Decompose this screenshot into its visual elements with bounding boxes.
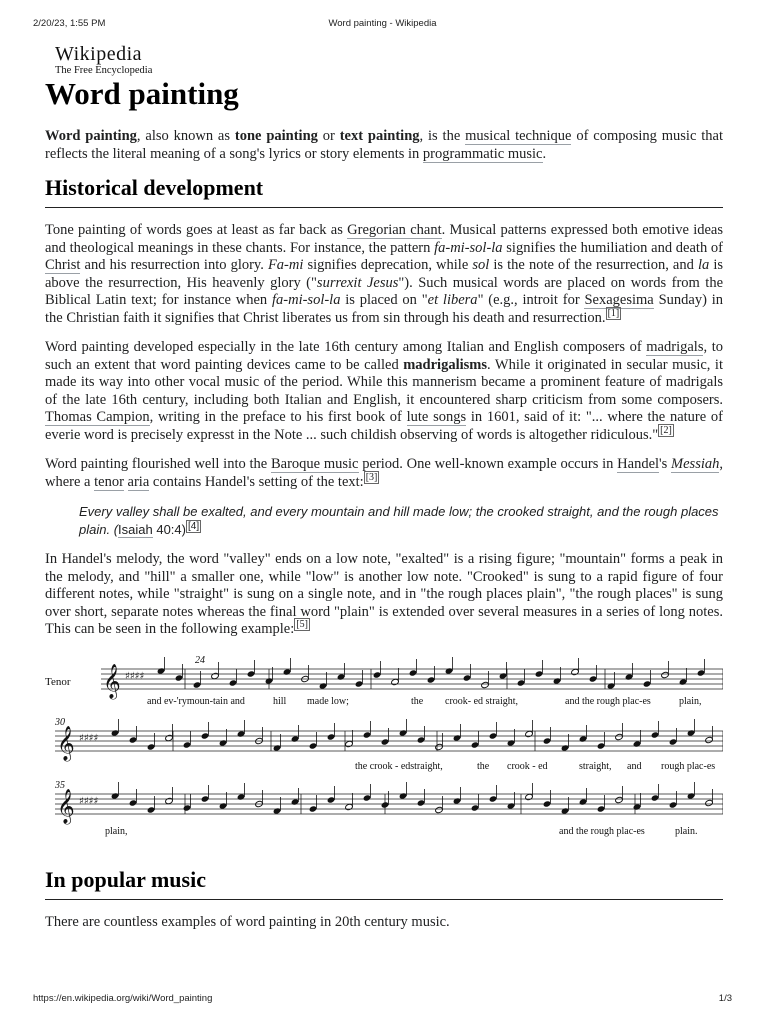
lead-bold-term: tone painting — [234, 128, 318, 144]
note-head — [147, 743, 156, 750]
note-head — [211, 672, 220, 679]
note-head — [561, 744, 570, 751]
note-head — [633, 803, 642, 810]
isaiah-quote: Every valley shall be exalted, and every mountain and hill made low; the crooked straight, and the rough places plain. (Isaiah 40:4) [4] — [79, 504, 719, 537]
note-head — [517, 679, 526, 686]
instrument-label: Tenor — [45, 675, 71, 688]
note-head — [157, 667, 166, 674]
note-head — [291, 735, 300, 742]
note-head — [535, 670, 544, 677]
lyric: hill — [273, 695, 287, 707]
link-isaiah[interactable]: Isaiah — [118, 522, 153, 537]
print-page-number: 1/3 — [718, 993, 732, 1004]
print-datetime: 2/20/23, 1:55 PM — [33, 18, 106, 29]
paragraph-popular-music: There are countless examples of word painting in 20th century music. — [45, 913, 450, 930]
note-head — [651, 731, 660, 738]
note-head — [165, 797, 174, 804]
note-head — [697, 669, 706, 676]
note-head — [265, 677, 274, 684]
link-sexagesima[interactable]: Sexagesima — [584, 292, 654, 308]
lyric: and ev-'rymoun-tain and — [147, 695, 245, 707]
link-aria[interactable]: aria — [127, 473, 150, 490]
logo-tagline: The Free Encyclopedia — [55, 65, 153, 76]
link-musical-technique[interactable]: musical technique — [465, 128, 572, 144]
treble-clef-icon: 𝄞 — [57, 725, 75, 761]
note-head — [165, 734, 174, 741]
reference-link[interactable]: [5] — [296, 619, 308, 631]
note-head — [283, 668, 292, 675]
note-head — [373, 671, 382, 678]
link-programmatic-music[interactable]: programmatic music — [422, 145, 543, 162]
note-head — [543, 737, 552, 744]
link-christ[interactable]: Christ — [45, 257, 81, 273]
note-head — [579, 798, 588, 805]
note-head — [705, 736, 714, 743]
logo-wordmark: Wikipedia — [55, 43, 142, 65]
note-head — [345, 740, 354, 747]
section-heading-popular-music: In popular music — [45, 867, 723, 900]
note-head — [111, 729, 120, 736]
link-gregorian-chant[interactable]: Gregorian chant — [347, 222, 442, 238]
note-head — [543, 800, 552, 807]
measure-number: 35 — [55, 779, 65, 791]
lyric: plain. — [675, 825, 698, 837]
lyric: the — [477, 760, 490, 772]
note-head — [669, 801, 678, 808]
note-head — [409, 669, 418, 676]
note-head — [589, 675, 598, 682]
link-thomas-campion[interactable]: Thomas Campion — [45, 409, 150, 425]
link-madrigals[interactable]: madrigals — [646, 339, 704, 355]
note-head — [471, 741, 480, 748]
note-head — [471, 804, 480, 811]
note-head — [381, 801, 390, 808]
note-head — [633, 740, 642, 747]
note-head — [579, 735, 588, 742]
note-head — [399, 792, 408, 799]
note-head — [147, 806, 156, 813]
note-head — [679, 678, 688, 685]
note-head — [445, 667, 454, 674]
note-head — [597, 805, 606, 812]
note-head — [237, 730, 246, 737]
print-header — [33, 18, 732, 32]
note-head — [273, 807, 282, 814]
note-head — [319, 682, 328, 689]
note-head — [661, 671, 670, 678]
note-head — [561, 807, 570, 814]
note-head — [219, 802, 228, 809]
note-head — [193, 681, 202, 688]
note-head — [309, 805, 318, 812]
note-head — [525, 730, 534, 737]
note-head — [481, 681, 490, 688]
note-head — [453, 797, 462, 804]
note-head — [183, 804, 192, 811]
note-head — [201, 795, 210, 802]
note-head — [129, 736, 138, 743]
lyric: the crook - edstraight, — [355, 760, 443, 772]
note-head — [399, 729, 408, 736]
lyric: crook- ed straight, — [445, 695, 519, 707]
note-head — [643, 680, 652, 687]
measure-number: 24 — [195, 654, 205, 666]
note-head — [309, 742, 318, 749]
link-handel[interactable]: Handel — [617, 456, 660, 472]
reference-link[interactable]: [1] — [607, 307, 620, 319]
lyric: plain, — [105, 825, 128, 837]
note-head — [435, 806, 444, 813]
note-head — [417, 736, 426, 743]
article-body — [45, 128, 723, 943]
note-head — [705, 799, 714, 806]
lyric: crook - ed — [507, 760, 548, 772]
note-head — [229, 679, 238, 686]
note-head — [291, 798, 300, 805]
note-head — [571, 668, 580, 675]
note-head — [129, 799, 138, 806]
key-signature-icon: ♯♯♯♯ — [79, 795, 99, 807]
note-head — [525, 793, 534, 800]
note-head — [651, 794, 660, 801]
score-notation — [45, 651, 723, 851]
paragraph-baroque: Word painting flourished well into the Baroque music period. One well-known example occurs in Handel's Messiah, where a tenor aria contains Handel's setting of the text: [3] — [45, 456, 724, 490]
note-head — [327, 796, 336, 803]
note-head — [553, 677, 562, 684]
print-page-title: Word painting - Wikipedia — [328, 18, 437, 29]
note-head — [669, 738, 678, 745]
wikipedia-logo[interactable] — [55, 44, 152, 76]
page-title: Word painting — [45, 76, 239, 111]
note-head — [615, 733, 624, 740]
note-head — [417, 799, 426, 806]
note-head — [111, 792, 120, 799]
lyric: plain, — [679, 695, 702, 707]
note-head — [237, 793, 246, 800]
treble-clef-icon: 𝄞 — [103, 663, 121, 699]
note-head — [363, 731, 372, 738]
note-head — [463, 674, 472, 681]
print-url: https://en.wikipedia.org/wiki/Word_painting — [33, 993, 213, 1004]
note-head — [247, 670, 256, 677]
lyric: rough plac-es — [661, 760, 716, 772]
note-head — [499, 672, 508, 679]
reference-link[interactable]: [4] — [187, 520, 200, 532]
note-head — [183, 741, 192, 748]
note-head — [507, 802, 516, 809]
lyric: the — [411, 695, 424, 707]
note-head — [489, 732, 498, 739]
note-head — [687, 792, 696, 799]
reference-link[interactable]: [3] — [365, 471, 378, 483]
note-head — [489, 795, 498, 802]
note-head — [337, 673, 346, 680]
note-head — [219, 739, 228, 746]
note-head — [327, 733, 336, 740]
note-head — [687, 729, 696, 736]
paragraph-tone-painting: Tone painting of words goes at least as far back as Gregorian chant. Musical patterns expressed both emotive ideas and theological meanings in these chants. For instance, the pattern fa-mi-sol-la signifies the humiliation and death of Christ and his resurrection into glory. Fa-mi signifies deprecation, while sol is the note of the resurrection, and la is above the resurrection, His heavenly glory ("surrexit Jesus"). Such musical words are placed on words from the Biblical Latin text; for instance when fa-mi-sol-la is placed on "et libera" (e.g., introit for Sexagesima Sunday) in the Christian faith it signifies that Christ liberates us from sin through his death and resurrection. [1] — [45, 222, 724, 326]
note-head — [435, 743, 444, 750]
lyric: and — [627, 760, 642, 772]
note-head — [615, 796, 624, 803]
link-baroque-music[interactable]: Baroque music — [270, 456, 359, 472]
lead-bold-term: Word painting — [45, 128, 137, 144]
note-head — [175, 674, 184, 681]
link-lute-songs[interactable]: lute songs — [406, 409, 467, 425]
print-footer — [33, 993, 732, 1007]
note-head — [273, 744, 282, 751]
paragraph-handel-melody: In Handel's melody, the word "valley" ends on a low note, "exalted" is a rising figure; "mountain" forms a peak in the melody, and "hill" a smaller one, while "low" is another low note. "Crooked" is sung to a rapid figure of four different notes, while "straight" is sung on a single note, and in "the rough places plain", "the rough places" is sung over short, separate notes whereas the final word "plain" is extended over several measures in a series of long notes. This can be seen in the following example: [5] — [45, 551, 723, 637]
lead-paragraph: Word painting, also known as tone painting or text painting, is the musical technique of composing music that reflects the literal meaning of a song's lyrics or story elements in programmatic music. — [45, 128, 723, 162]
note-head — [607, 682, 616, 689]
note-head — [597, 742, 606, 749]
note-head — [363, 794, 372, 801]
note-head — [201, 732, 210, 739]
note-head — [507, 739, 516, 746]
link-messiah[interactable]: Messiah — [671, 456, 720, 472]
note-head — [453, 734, 462, 741]
note-head — [391, 678, 400, 685]
measure-number: 30 — [55, 716, 65, 728]
note-head — [345, 803, 354, 810]
paragraph-madrigalisms: Word painting developed especially in the late 16th century among Italian and English composers of madrigals, to such an extent that word painting devices came to be called madrigalisms. While it originated in secular music, it made its way into other vocal music of the period. While this mannerism became a prominent feature of madrigals of the late 16th century, including both Italian and English, it encountered sharp criticism from some composers. Thomas Campion, writing in the preface to his first book of lute songs in 1601, said of it: "... where the nature of everie word is precisely expresst in the Note ... such childish observing of words is altogether ridiculous." [2] — [45, 339, 723, 443]
treble-clef-icon: 𝄞 — [57, 788, 75, 824]
note-head — [427, 676, 436, 683]
link-tenor[interactable]: tenor — [94, 473, 124, 490]
reference-link[interactable]: [2] — [660, 424, 672, 436]
lyric: straight, — [579, 760, 612, 772]
lyric: and the rough plac-es — [565, 695, 651, 707]
lyric: made low; — [307, 695, 349, 707]
key-signature-icon: ♯♯♯♯ — [79, 732, 99, 744]
lead-bold-term: text painting — [339, 128, 420, 144]
note-head — [355, 680, 364, 687]
section-heading-historical: Historical development — [45, 175, 723, 208]
note-head — [625, 673, 634, 680]
lyric: and the rough plac-es — [559, 825, 645, 837]
note-head — [381, 738, 390, 745]
music-score-example — [45, 651, 723, 851]
key-signature-icon: ♯♯♯♯ — [125, 670, 145, 682]
